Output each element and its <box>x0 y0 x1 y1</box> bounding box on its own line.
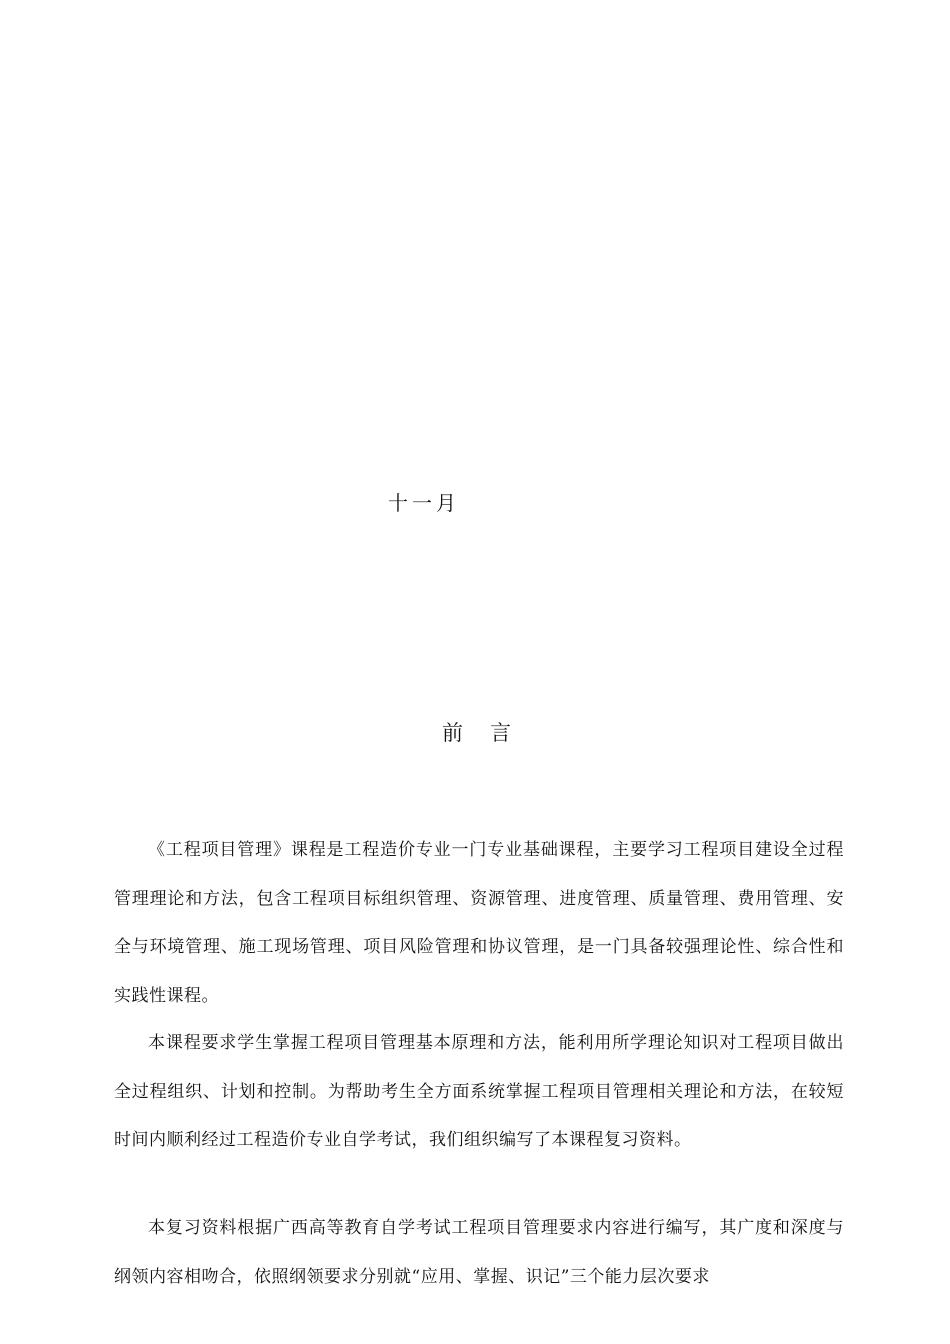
paragraph-material-basis: 本复习资料根据广西高等教育自学考试工程项目管理要求内容进行编写，其广度和深度与纲领内容相吻合，依照纲领要求分别就“应用、掌握、识记”三个能力层次要求 <box>114 1218 844 1287</box>
preface-heading-char-1: 前 <box>442 721 463 745</box>
preface-heading <box>442 717 511 747</box>
paragraph-course-intro: 《工程项目管理》课程是工程造价专业一门专业基础课程，主要学习工程项目建设全过程管理理论和方法，包含工程项目标组织管理、资源管理、进度管理、质量管理、费用管理、安全与环境管理、施工现场管理、项目风险管理和协议管理，是一门具备较强理论性、综合性和实践性课程。 <box>114 840 844 1006</box>
month-label: 十一月 <box>388 491 460 515</box>
preface-heading-char-2: 言 <box>490 721 511 745</box>
paragraph-course-requirements: 本课程要求学生掌握工程项目管理基本原理和方法，能利用所学理论知识对工程项目做出全过程组织、计划和控制。为帮助考生全方面系统掌握工程项目管理相关理论和方法，在较短时间内顺利经过工程造价专业自学考试，我们组织编写了本课程复习资料。 <box>114 1033 844 1150</box>
